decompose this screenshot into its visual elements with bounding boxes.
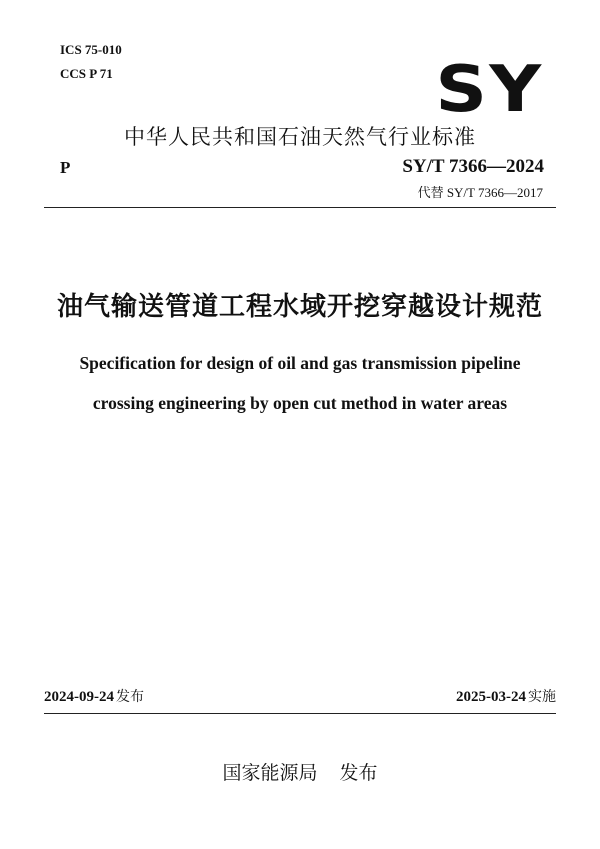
implementation-date-block	[456, 686, 556, 706]
issue-label: 发布	[116, 689, 144, 705]
ccs-code: CCS P 71	[60, 66, 113, 81]
top-divider	[44, 207, 556, 208]
issue-date: 2024-09-24	[44, 689, 114, 705]
issue-date-block	[44, 686, 144, 706]
standard-number: SY/T 7366—2024	[402, 156, 544, 177]
category-letter: P	[60, 158, 71, 177]
industry-standard-title: 中华人民共和国石油天然气行业标准	[124, 125, 476, 149]
title-english-line-1: Specification for design of oil and gas transmission pipeline	[79, 353, 521, 373]
publisher-name: 国家能源局	[222, 762, 318, 784]
publisher-label: 发布	[339, 762, 378, 784]
publisher-block	[0, 758, 600, 785]
replaces-standard: 代替 SY/T 7366—2017	[417, 185, 543, 200]
implementation-date: 2025-03-24	[456, 689, 526, 705]
sy-logo: SY	[434, 53, 543, 127]
ics-code: ICS 75-010	[60, 42, 122, 57]
title-chinese: 油气输送管道工程水域开挖穿越设计规范	[56, 292, 543, 322]
title-english-line-2: crossing engineering by open cut method in water areas	[92, 393, 508, 413]
implementation-label: 实施	[528, 689, 556, 705]
bottom-divider	[44, 713, 556, 714]
